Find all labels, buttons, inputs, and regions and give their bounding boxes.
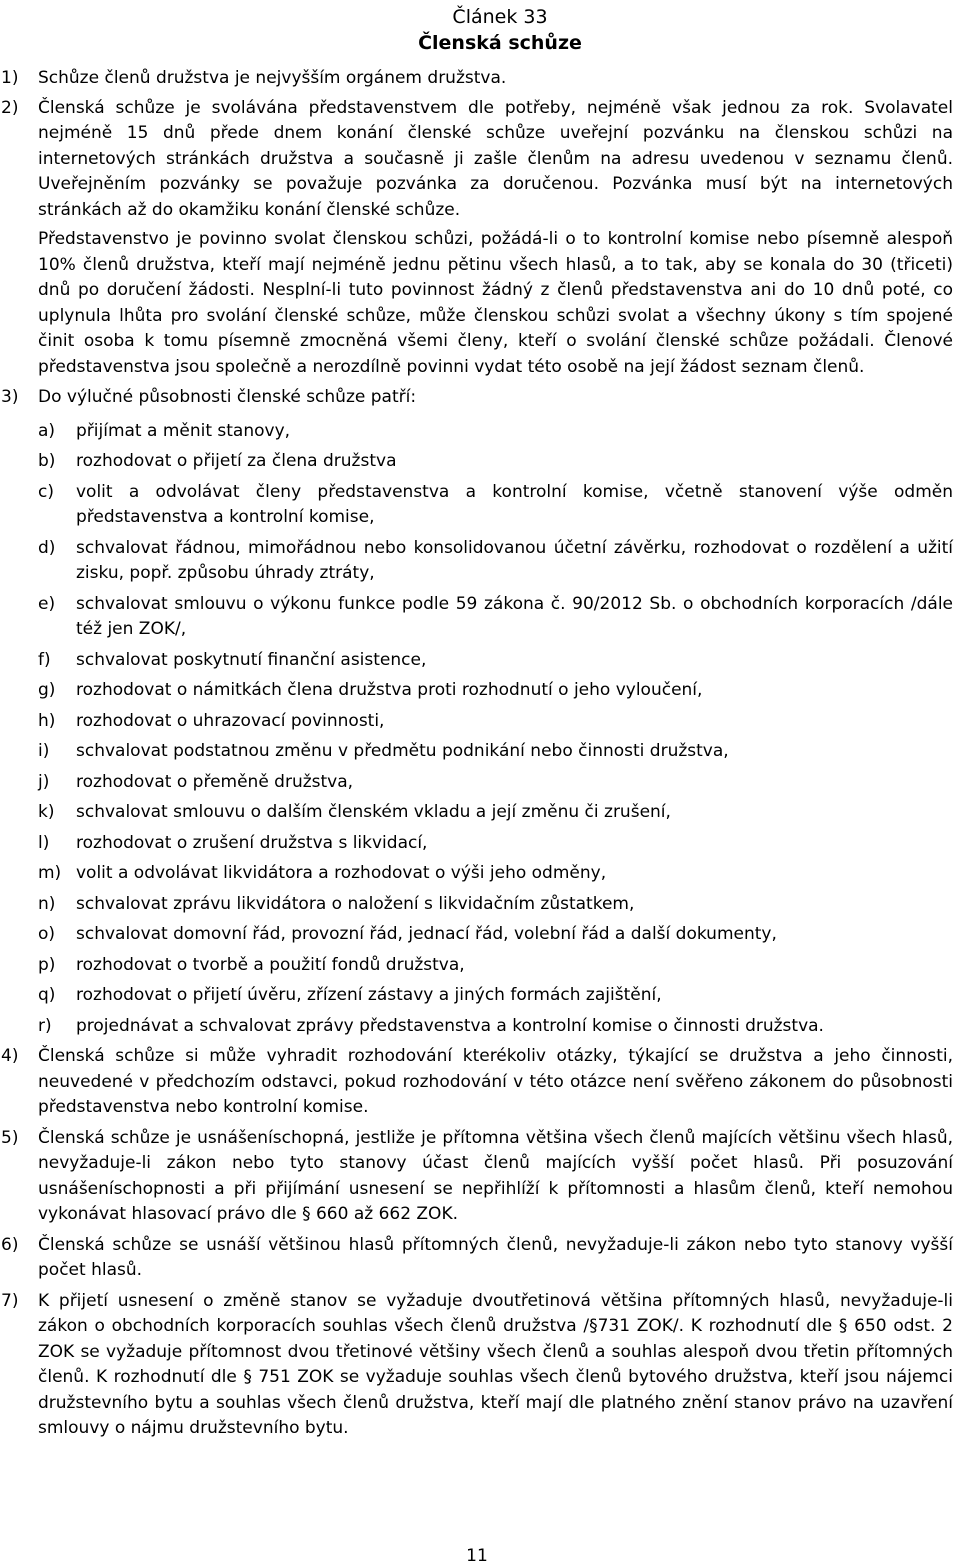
sub-item-text: rozhodovat o zrušení družstva s likvidací, — [76, 832, 428, 853]
list-item — [0, 385, 960, 1039]
sub-list-item — [38, 480, 953, 531]
item-number: 1) — [1, 68, 19, 88]
sub-item-letter: k) — [38, 802, 55, 822]
sub-list-item — [38, 892, 953, 918]
item-text: Členská schůze je usnášeníschopná, jestliže je přítomna většina všech členů majících většinu všech hlasů, nevyžaduje-li zákon nebo tyto stanovy účast členů majících vyšší počet hlasů. Při posuzování usnášeníschopnosti a při přijímání usnesení se nepřihlíží k přítomnosti a hlasům členů, kteří nemohou vykonávat hlasovací právo dle § 660 až 662 ZOK. — [38, 1127, 953, 1224]
sub-item-text: rozhodovat o přijetí úvěru, zřízení zástavy a jiných formách zajištění, — [76, 985, 662, 1005]
sub-list-item — [38, 709, 953, 735]
sub-item-letter: g) — [38, 680, 56, 700]
sub-list-item — [38, 592, 953, 643]
sub-item-letter: h) — [38, 710, 56, 731]
sub-list-item — [38, 831, 953, 857]
sub-item-letter: d) — [38, 537, 56, 558]
sub-item-text: schvalovat poskytnutí finanční asistence, — [76, 649, 427, 670]
sub-item-text: přijímat a měnit stanovy, — [76, 420, 291, 441]
sub-item-text: volit a odvolávat členy představenstva a kontrolní komise, včetně stanovení výše odměn představenstva a kontrolní komise, — [76, 481, 953, 527]
item-text: Do výlučné působnosti členské schůze patří: — [38, 387, 417, 407]
sub-item-text: schvalovat smlouvu o výkonu funkce podle 59 zákona č. 90/2012 Sb. o obchodních korporacích /dále též jen ZOK/, — [76, 593, 953, 639]
item-number: 5) — [1, 1127, 19, 1148]
sub-item-text: schvalovat podstatnou změnu v předmětu podnikání nebo činnosti družstva, — [76, 741, 729, 761]
article-number: Článek 33 — [452, 6, 548, 28]
sub-list-item — [38, 1014, 953, 1040]
page-number: 11 — [466, 1546, 488, 1566]
sub-item-text: schvalovat domovní řád, provozní řád, jednací řád, volební řád a další dokumenty, — [76, 924, 777, 944]
item-number: 2) — [1, 97, 19, 118]
sub-item-letter: c) — [38, 481, 54, 502]
item-text: Členská schůze je svolávána představenstvem dle potřeby, nejméně však jednou za rok. Svolavatel nejméně 15 dnů přede dnem konání členské schůze uveřejní pozvánku na členskou schůzi na internetových stránkách družstva a současně ji zašle členům na adresu uvedenou v seznamu členů. Uveřejněním pozvánky se považuje pozvánka za doručenou. Pozvánka musí být na internetových stránkách až do okamžiku konání členské schůze. — [38, 97, 953, 220]
item-number: 6) — [1, 1234, 19, 1255]
sub-item-text: volit a odvolávat likvidátora a rozhodovat o výši jeho odměny, — [76, 863, 607, 883]
item-text: Členská schůze se usnáší většinou hlasů přítomných členů, nevyžaduje-li zákon nebo tyto stanovy vyšší počet hlasů. — [38, 1234, 953, 1280]
list-item — [0, 1233, 960, 1284]
sub-item-text: schvalovat zprávu likvidátora o naložení s likvidačním zůstatkem, — [76, 893, 635, 914]
sub-list-item — [38, 922, 953, 948]
list-item — [0, 66, 960, 92]
list-item — [0, 96, 960, 381]
item-number: 3) — [1, 387, 19, 407]
sub-item-letter: e) — [38, 593, 56, 614]
sub-item-letter: o) — [38, 924, 56, 944]
sub-list-item — [38, 648, 953, 674]
sub-list-item — [38, 419, 953, 445]
item-number: 7) — [1, 1290, 19, 1311]
list-item — [0, 1126, 960, 1228]
list-item — [0, 1044, 960, 1121]
item-text: K přijetí usnesení o změně stanov se vyžaduje dvoutřetinová většina přítomných hlasů, nevyžaduje-li zákon o obchodních korporacích souhlas všech členů družstva /§731 ZOK/. K rozhodnutí dle § 650 odst. 2 ZOK se vyžaduje přítomnost dvou třetinové většiny všech členů a souhlas alespoň dvou třetin přítomných členů. K rozhodnutí dle § 751 ZOK se vyžaduje souhlas všech členů bytového družstva, kteří jsou nájemci družstevního bytu a souhlas všech členů družstva, kteří mají dle platného znění stanov právo na uzavření smlouvy o nájmu družstevního bytu. — [38, 1290, 953, 1438]
sub-list-item — [38, 678, 953, 704]
item-text: Schůze členů družstva je nejvyšším orgánem družstva. — [38, 68, 507, 88]
sub-item-text: rozhodovat o přeměně družstva, — [76, 771, 354, 792]
article-body — [0, 66, 960, 1442]
sub-item-text: rozhodovat o přijetí za člena družstva — [76, 451, 397, 471]
sub-item-letter: i) — [38, 741, 50, 761]
sub-item-letter: m) — [38, 863, 62, 883]
item-text: Členská schůze si může vyhradit rozhodování kterékoliv otázky, týkající se družstva a jeho činnosti, neuvedené v předchozím odstavci, pokud rozhodování v této otázce není svěřeno zákonem do působnosti představenstva nebo kontrolní komise. — [38, 1046, 953, 1117]
sub-list-item — [38, 983, 953, 1009]
sub-item-letter: b) — [38, 451, 56, 471]
sub-item-text: schvalovat řádnou, mimořádnou nebo konsolidovanou účetní závěrku, rozhodovat o rozdělení a užití zisku, popř. způsobu úhrady ztráty, — [76, 537, 953, 583]
sub-list-item — [38, 739, 953, 765]
list-item — [0, 1289, 960, 1442]
sub-item-letter: r) — [38, 1015, 52, 1036]
sub-item-letter: f) — [38, 649, 51, 670]
sub-item-text: rozhodovat o tvorbě a použití fondů družstva, — [76, 954, 465, 975]
sub-item-letter: p) — [38, 954, 56, 975]
sub-item-letter: a) — [38, 420, 56, 441]
sub-item-letter: j) — [38, 771, 50, 792]
sub-list-item — [38, 800, 953, 826]
sub-item-text: schvalovat smlouvu o dalším členském vkladu a její změnu či zrušení, — [76, 802, 671, 822]
sub-list-item — [38, 953, 953, 979]
sub-item-letter: n) — [38, 893, 56, 914]
sub-list-item — [38, 536, 953, 587]
item-paragraph: Představenstvo je povinno svolat členskou schůzi, požádá-li o to kontrolní komise nebo písemně alespoň 10% členů družstva, kteří mají nejméně jednu pětinu všech hlasů, a to tak, aby se konala do 30 (třiceti) dnů po doručení žádosti. Nesplní-li tuto povinnost žádný z členů představenstva ani do 10 dnů poté, co uplynula lhůta pro svolání členské schůze, může členskou schůzi svolat a všechny úkony s tím spojené činit osoba k tomu písemně zmocněná všemi členy, kteří o svolání členské schůze požádali. Členové představenstva jsou společně a nerozdílně povinni vydat této osobě na její žádost seznam členů. — [38, 229, 953, 377]
item-number: 4) — [1, 1046, 19, 1066]
sub-list-item — [38, 449, 953, 475]
sub-item-text: rozhodovat o uhrazovací povinnosti, — [76, 710, 385, 731]
sub-item-letter: l) — [38, 832, 50, 853]
sub-item-letter: q) — [38, 985, 56, 1005]
sub-list-item — [38, 770, 953, 796]
sub-item-text: projednávat a schvalovat zprávy představenstva a kontrolní komise o činnosti družstva. — [76, 1015, 824, 1036]
sub-list-item — [38, 861, 953, 887]
sub-item-text: rozhodovat o námitkách člena družstva proti rozhodnutí o jeho vyloučení, — [76, 680, 703, 700]
sub-list — [38, 419, 953, 1040]
article-title: Členská schůze — [418, 32, 582, 54]
